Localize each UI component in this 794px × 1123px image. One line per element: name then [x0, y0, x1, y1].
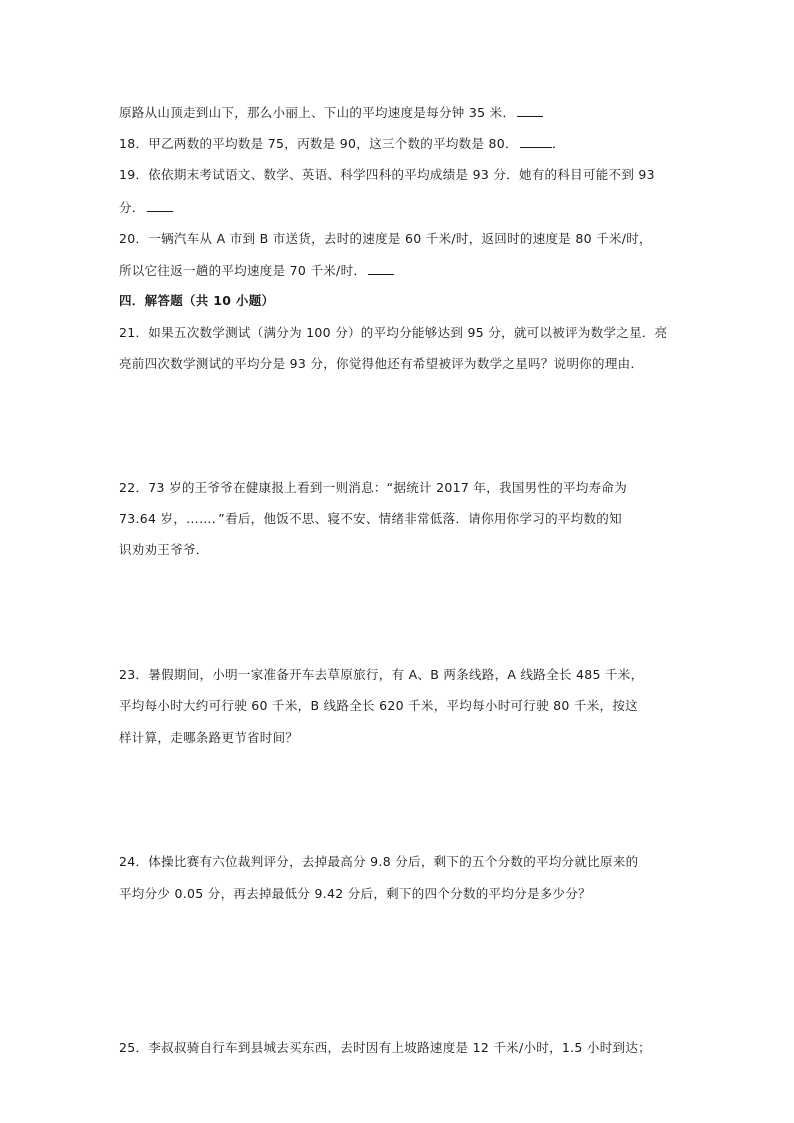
section-heading-solve: 四．解答题（共 10 小题）: [119, 293, 275, 308]
question-22-line-1: 22．73 岁的王爷爷在健康报上看到一则消息：“据统计 2017 年，我国男性的平均寿命为: [119, 480, 628, 495]
question-23-line-1: 23．暑假期间，小明一家准备开车去草原旅行，有 A、B 两条线路，A 线路全长 485 千米，: [119, 667, 644, 682]
question-20-line-1: [119, 230, 652, 248]
question-18: [119, 135, 565, 153]
question-20-line-2: [119, 262, 394, 280]
question-18-end: ．: [551, 136, 565, 151]
question-23-line-2: 平均每小时大约可行驶 60 千米，B 线路全长 620 千米，平均每小时可行驶 80 千米，按这: [119, 698, 638, 713]
answer-blank-19[interactable]: [147, 199, 173, 212]
answer-blank-18[interactable]: [520, 135, 552, 148]
question-22-line-3: 识劝劝王爷爷．: [119, 542, 209, 557]
question-20-text-1: 20．一辆汽车从 A 市到 B 市送货，去时的速度是 60 千米/时，返回时的速度是 80 千米/时，: [119, 231, 652, 246]
answer-blank-20[interactable]: [368, 262, 394, 275]
question-23-line-3: 样计算，走哪条路更节省时间？: [119, 730, 299, 745]
question-19-text-1: 19．依依期末考试语文、数学、英语、科学四科的平均成绩是 93 分．她有的科目可能不到 93: [119, 167, 655, 182]
question-24-line-1: 24．体操比赛有六位裁判评分，去掉最高分 9.8 分后，剩下的五个分数的平均分就比原来的: [119, 854, 639, 869]
question-22-line-2: 73.64 岁，……．”看后，他饭不思、寝不安、情绪非常低落．请你用你学习的平均数的知: [119, 511, 622, 526]
question-21-line-1: 21．如果五次数学测试（满分为 100 分）的平均分能够达到 95 分，就可以被评为数学之星．亮: [119, 325, 668, 340]
question-20-text-2: 所以它往返一趟的平均速度是 70 千米/时．: [119, 263, 367, 278]
question-21-line-2: 亮前四次数学测试的平均分是 93 分，你觉得他还有希望被评为数学之星吗？说明你的理由．: [119, 356, 644, 371]
answer-blank-17[interactable]: [517, 104, 543, 117]
question-17-continuation: [119, 104, 543, 122]
question-24-line-2: 平均分少 0.05 分，再去掉最低分 9.42 分后，剩下的四个分数的平均分是多少分？: [119, 886, 591, 901]
question-17-text: 原路从山顶走到山下，那么小丽上、下山的平均速度是每分钟 35 米．: [119, 105, 516, 120]
question-19-line-1: [119, 166, 655, 184]
question-18-text: 18．甲乙两数的平均数是 75，丙数是 90，这三个数的平均数是 80．: [119, 136, 518, 151]
question-19-line-2: [119, 199, 173, 217]
question-19-text-2: 分．: [119, 200, 145, 215]
question-25-line-1: 25．李叔叔骑自行车到县城去买东西，去时因有上坡路速度是 12 千米/小时，1.5 小时到达；: [119, 1040, 651, 1055]
